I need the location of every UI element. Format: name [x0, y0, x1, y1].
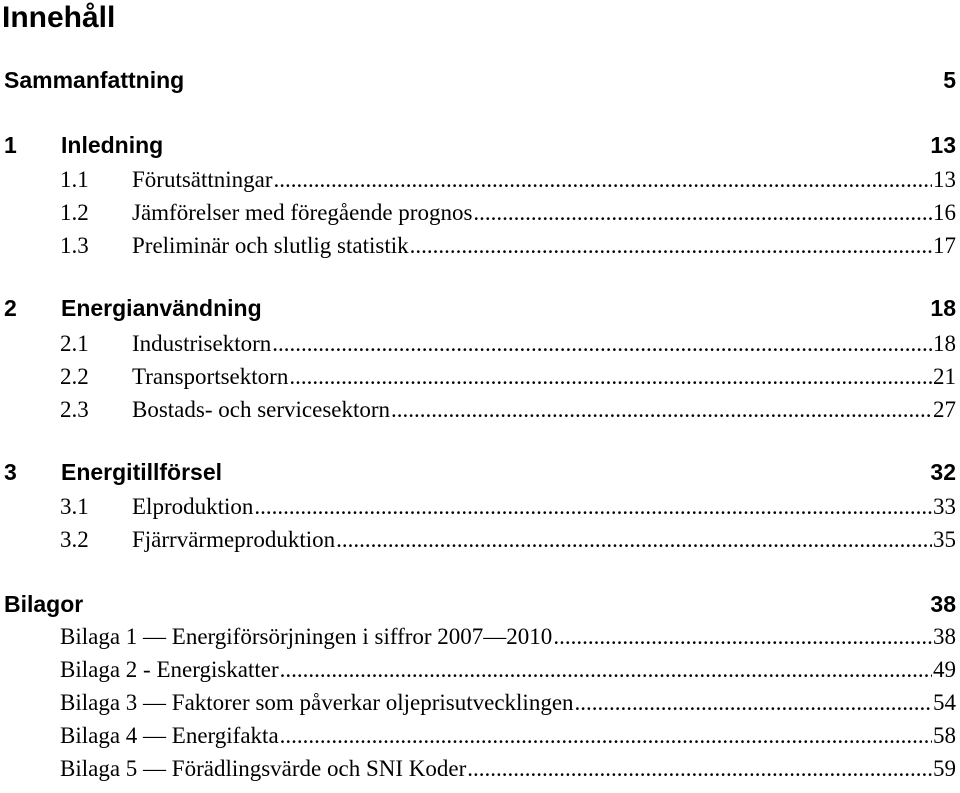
toc-section-number: 1.2	[60, 200, 89, 225]
toc-section-1-2[interactable]	[60, 198, 956, 228]
toc-section-2-3[interactable]	[60, 395, 956, 425]
toc-section-page: 27	[933, 397, 956, 422]
toc-section-label: Preliminär och slutlig statistik	[132, 233, 409, 258]
toc-section-number: 3.2	[60, 527, 89, 552]
toc-chapter-number: 1	[4, 132, 17, 158]
toc-entry-label: Bilagor	[4, 591, 84, 617]
toc-chapter-3[interactable]	[4, 456, 956, 488]
toc-entry-page: 5	[943, 67, 956, 93]
toc-chapter-page: 32	[930, 459, 956, 485]
toc-appendix-page: 58	[933, 723, 956, 748]
toc-section-label: Fjärrvärmeproduktion	[132, 527, 336, 552]
toc-section-3-2[interactable]	[60, 525, 956, 555]
dot-leader	[575, 688, 932, 718]
toc-section-number: 1.3	[60, 233, 89, 258]
toc-section-page: 21	[933, 364, 956, 389]
toc-section-page: 16	[933, 200, 956, 225]
dot-leader	[272, 329, 932, 359]
dot-leader	[280, 655, 932, 685]
toc-section-1-1[interactable]	[60, 165, 956, 195]
toc-chapter-1[interactable]	[4, 129, 956, 161]
toc-section-3-1[interactable]	[60, 492, 956, 522]
toc-section-number: 2.3	[60, 397, 89, 422]
dot-leader	[473, 198, 932, 228]
toc-chapter-number: 3	[4, 459, 17, 485]
toc-entry-label: Sammanfattning	[4, 67, 185, 93]
toc-section-2-1[interactable]	[60, 329, 956, 359]
toc-appendix-label: Bilaga 4 — Energifakta	[60, 723, 279, 748]
dot-leader	[280, 721, 932, 751]
toc-appendix-4[interactable]	[60, 721, 956, 751]
toc-section-page: 13	[933, 167, 956, 192]
toc-chapter-label: Inledning	[61, 132, 164, 158]
dot-leader	[274, 165, 932, 195]
toc-chapter-2[interactable]	[4, 292, 956, 324]
toc-section-number: 3.1	[60, 494, 89, 519]
toc-appendix-label: Bilaga 2 - Energiskatter	[60, 657, 279, 682]
toc-appendix-label: Bilaga 3 — Faktorer som påverkar oljeprisutvecklingen	[60, 690, 574, 715]
toc-appendix-label: Bilaga 5 — Förädlingsvärde och SNI Koder	[60, 756, 467, 781]
toc-section-page: 35	[933, 527, 956, 552]
toc-appendix-page: 38	[933, 624, 956, 649]
toc-chapter-label: Energianvändning	[61, 295, 262, 321]
toc-section-number: 1.1	[60, 167, 89, 192]
toc-chapter-page: 13	[930, 132, 956, 158]
toc-section-number: 2.1	[60, 331, 89, 356]
toc-section-label: Elproduktion	[132, 494, 254, 519]
toc-chapter-label: Energitillförsel	[61, 459, 223, 485]
toc-appendix-3[interactable]	[60, 688, 956, 718]
dot-leader	[289, 362, 932, 392]
toc-appendix-2[interactable]	[60, 655, 956, 685]
toc-appendix-5[interactable]	[60, 754, 956, 784]
toc-section-page: 17	[933, 233, 956, 258]
toc-section-page: 33	[933, 494, 956, 519]
toc-section-2-2[interactable]	[60, 362, 956, 392]
dot-leader	[467, 754, 932, 784]
toc-section-label: Bostads- och servicesektorn	[132, 397, 391, 422]
toc-entry-page: 38	[930, 591, 956, 617]
toc-appendix-1[interactable]	[60, 622, 956, 652]
dot-leader	[553, 622, 932, 652]
toc-chapter-page: 18	[930, 295, 956, 321]
toc-section-label: Förutsättningar	[132, 167, 273, 192]
dot-leader	[410, 231, 932, 261]
dot-leader	[254, 492, 932, 522]
toc-entry-appendices[interactable]	[4, 588, 956, 620]
toc-section-page: 18	[933, 331, 956, 356]
toc-section-number: 2.2	[60, 364, 89, 389]
toc-section-1-3[interactable]	[60, 231, 956, 261]
dot-leader	[391, 395, 932, 425]
page-title: Innehåll	[2, 1, 116, 34]
toc-chapter-number: 2	[4, 295, 17, 321]
toc-section-label: Transportsektorn	[132, 364, 289, 389]
toc-entry-summary[interactable]	[4, 64, 956, 96]
toc-section-label: Jämförelser med föregående prognos	[132, 200, 473, 225]
toc-appendix-label: Bilaga 1 — Energiförsörjningen i siffror 2007—2010	[60, 624, 553, 649]
toc-appendix-page: 54	[933, 690, 956, 715]
toc-appendix-page: 49	[933, 657, 956, 682]
toc-appendix-page: 59	[933, 756, 956, 781]
dot-leader	[336, 525, 932, 555]
toc-section-label: Industrisektorn	[132, 331, 272, 356]
